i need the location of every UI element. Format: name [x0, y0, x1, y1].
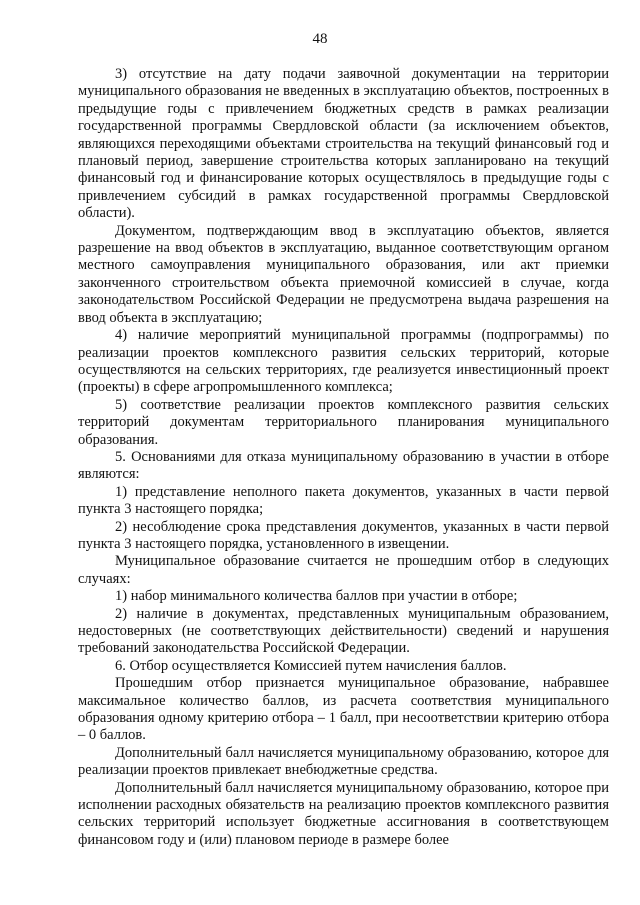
paragraph-extra-point-2: Дополнительный балл начисляется муниципальному образованию, которое при исполнении расходных обязательств на реализацию проектов комплексного развития сельских территорий использует бюджетные ассигнования в соответствующем финансовом году и (или) плановом периоде в размере более	[78, 779, 609, 848]
paragraph-commissioning-document: Документом, подтверждающим ввод в эксплуатацию объектов, является разрешение на ввод объектов в эксплуатацию, выданное соответствующим органом местного самоуправления муниципального образования, или акт приемки законченного строительством объекта приемочной комиссией в случае, когда законодательством Российской Федерации не предусмотрена выдача разрешения на ввод объекта в эксплуатацию;	[78, 222, 609, 326]
paragraph-not-passed-case-2: 2) наличие в документах, представленных муниципальным образованием, недостоверных (не соответствующих действительности) сведений и нарушения требований законодательства Российской Федерации.	[78, 605, 609, 657]
paragraph-refusal-ground-1: 1) представление неполного пакета документов, указанных в части первой пункта 3 настоящего порядка;	[78, 483, 609, 518]
paragraph-passed-selection: Прошедшим отбор признается муниципальное образование, набравшее максимальное количество баллов, из расчета соответствия муниципального образования одному критерию отбора – 1 балл, при несоответствии критерию отбора – 0 баллов.	[78, 675, 609, 744]
paragraph-extra-point-1: Дополнительный балл начисляется муниципальному образованию, которое для реализации проектов привлекает внебюджетные средства.	[78, 744, 609, 779]
paragraph-refusal-ground-2: 2) несоблюдение срока представления документов, указанных в части первой пункта 3 настоящего порядка, установленного в извещении.	[78, 518, 609, 552]
paragraph-not-passed-case-1: 1) набор минимального количества баллов при участии в отборе;	[115, 588, 518, 605]
paragraph-criterion-5: 5) соответствие реализации проектов комплексного развития сельских территорий документам территориального планирования муниципального образования.	[78, 396, 609, 448]
paragraph-criterion-4: 4) наличие мероприятий муниципальной программы (подпрограммы) по реализации проектов комплексного развития сельских территорий, которые осуществляются на сельских территориях, где реализуется инвестиционный проект (проекты) в сфере агропромышленного комплекса;	[78, 327, 609, 396]
paragraph-criterion-3: 3) отсутствие на дату подачи заявочной документации на территории муниципального образования не введенных в эксплуатацию объектов, построенных в предыдущие годы с привлечением бюджетных средств в рамках реализации государственной программы Свердловской области (за исключением объектов, являющихся переходящими объектами строительства на текущий финансовый год и плановый период, завершение строительства которых запланировано на текущий финансовый год и финансирование которых осуществлялось в предыдущие годы с привлечением субсидий в рамках государственной программы Свердловской области).	[78, 66, 609, 222]
paragraph-section-6-selection: 6. Отбор осуществляется Комиссией путем начисления баллов.	[115, 657, 507, 674]
paragraph-section-5-refusal-grounds: 5. Основаниями для отказа муниципальному образованию в участии в отборе являются:	[78, 448, 609, 483]
document-body	[78, 66, 609, 849]
paragraph-not-passed-cases: Муниципальное образование считается не прошедшим отбор в следующих случаях:	[78, 553, 609, 587]
page-number: 48	[312, 31, 328, 47]
